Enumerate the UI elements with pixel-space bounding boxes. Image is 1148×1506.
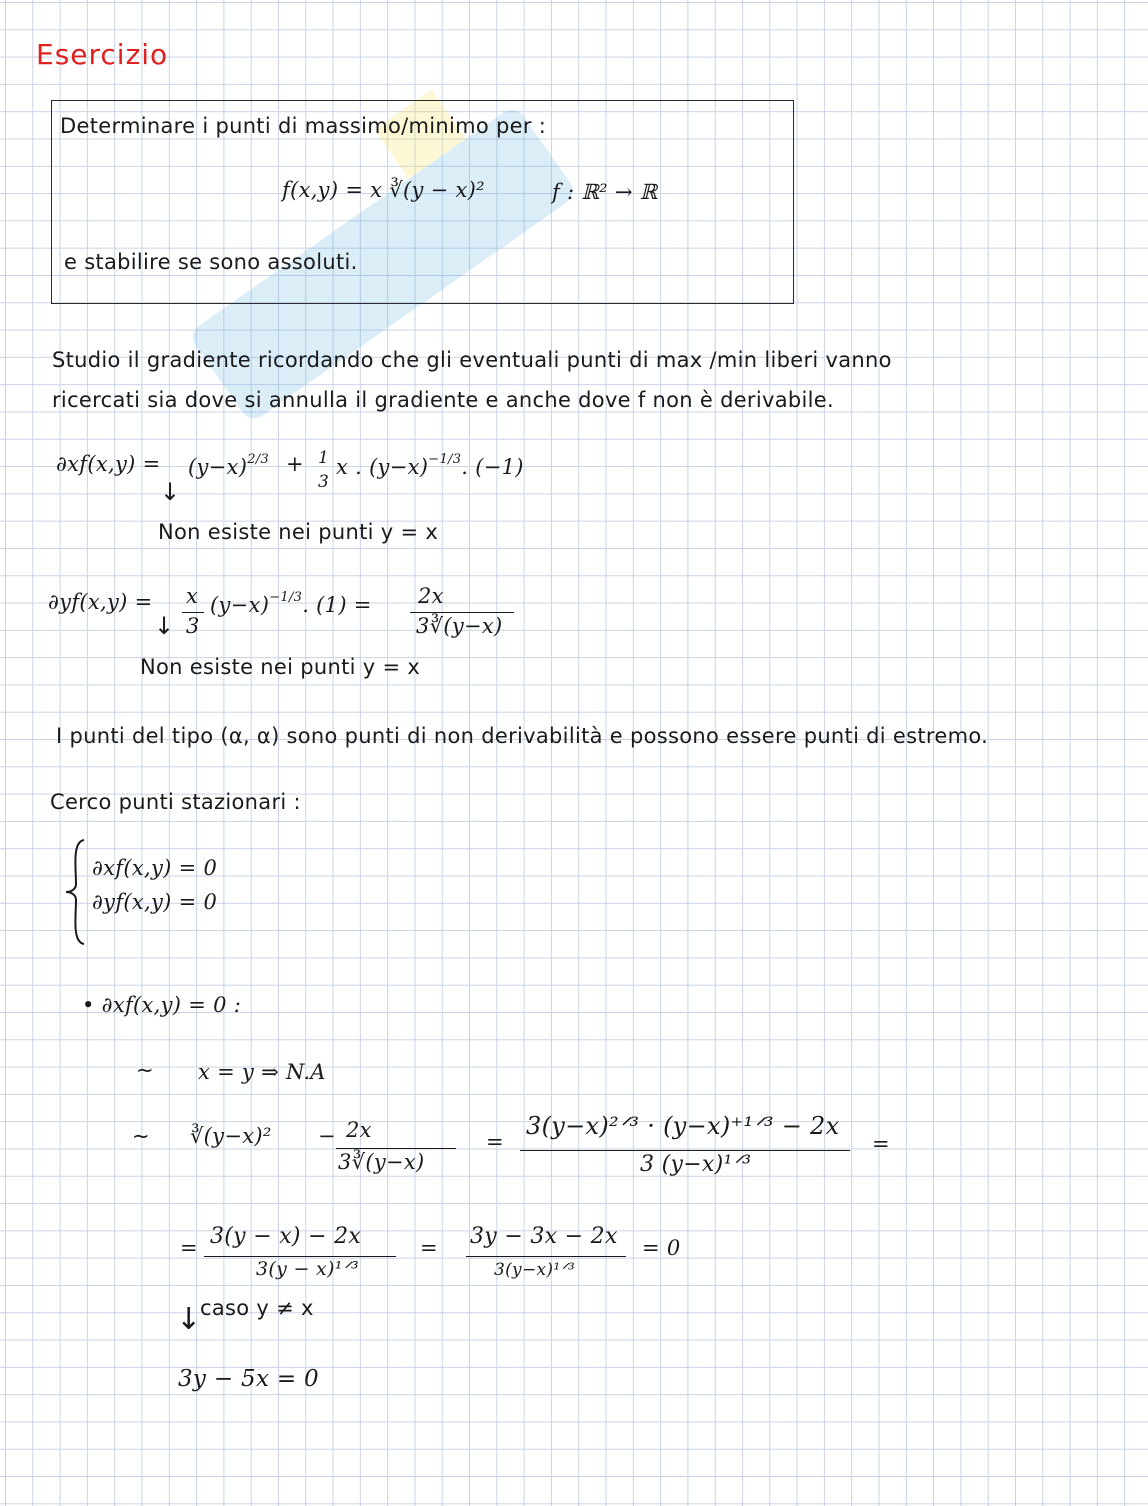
dx-lhs: ∂xf(x,y) =: [56, 452, 161, 476]
paragraph-line-1: Studio il gradiente ricordando che gli eventuali punti di max /min liberi vanno: [52, 348, 892, 372]
step-case: caso y ≠ x: [200, 1296, 314, 1320]
exercise-tail: e stabilire se sono assoluti.: [64, 250, 358, 274]
case1-text: x = y ⇒ N.A: [198, 1060, 326, 1084]
dx-frac-den: 3: [318, 472, 330, 492]
case2-eq: =: [486, 1130, 504, 1154]
dy-result-num: 2x: [418, 584, 444, 608]
step-b-den: 3(y−x)¹ᐟ³: [494, 1260, 576, 1280]
down-arrow-icon: ↓: [154, 612, 175, 640]
step-a-den: 3(y − x)¹ᐟ³: [256, 1258, 359, 1280]
step-a-num: 3(y − x) − 2x: [210, 1224, 362, 1249]
dy-lhs: ∂yf(x,y) =: [48, 590, 153, 614]
dx-term2: x . $(y-x)^{-1/3}$. (−1): [336, 452, 524, 479]
dy-note: Non esiste nei punti y = x: [140, 655, 421, 679]
dx-frac-num: 1: [318, 448, 330, 468]
step-a-bar: [204, 1256, 396, 1257]
step-eq2: =: [420, 1236, 438, 1260]
system-eq-1: ∂xf(x,y) = 0: [92, 856, 218, 880]
statement: I punti del tipo (α, α) sono punti di non derivabilità e possono essere punti di estremo.: [56, 724, 989, 748]
dy-result-den: 3∛(y−x): [416, 614, 503, 638]
case1-tilde: ∼: [136, 1058, 154, 1082]
function-definition: f(x,y) = x ∛(y − x)²: [282, 178, 485, 202]
case2-c-bar: [520, 1150, 850, 1151]
case2-tilde: ∼: [132, 1124, 150, 1148]
system-brace: [64, 838, 88, 946]
dy-frac-num: x: [186, 584, 199, 608]
case2-b-den: 3∛(y−x): [338, 1150, 425, 1174]
function-domain: f : ℝ² → ℝ: [552, 180, 658, 204]
dx-term1: $(y-x)^{2/3}$: [188, 452, 270, 479]
step-b-bar: [466, 1256, 626, 1257]
case2-c-den: 3 (y−x)¹ᐟ³: [640, 1152, 752, 1177]
case2-b-num: 2x: [346, 1118, 372, 1142]
dx-plus: +: [286, 452, 304, 476]
case2-minus: −: [318, 1124, 336, 1148]
case2-c-num: 3(y−x)²ᐟ³ · (y−x)⁺¹ᐟ³ − 2x: [526, 1112, 840, 1140]
system-eq-2: ∂yf(x,y) = 0: [92, 890, 218, 914]
stationary-heading: Cerco punti stazionari :: [50, 790, 301, 814]
page-title: Esercizio: [36, 38, 169, 71]
dy-mid: $(y-x)^{-1/3}$. (1) =: [210, 590, 372, 617]
step-result: 3y − 5x = 0: [178, 1366, 319, 1392]
dy-result-bar: [410, 612, 514, 613]
dy-frac-den: 3: [186, 614, 200, 638]
step-eq: =: [180, 1236, 198, 1260]
down-arrow-icon: ↓: [176, 1302, 202, 1337]
exercise-prompt: Determinare i punti di massimo/minimo per :: [60, 114, 547, 138]
step-zero: = 0: [642, 1236, 681, 1260]
dx-note: Non esiste nei punti y = x: [158, 520, 439, 544]
case2-b-bar: [336, 1148, 456, 1149]
down-arrow-icon: ↓: [160, 478, 181, 506]
step-b-num: 3y − 3x − 2x: [470, 1224, 618, 1249]
bullet-condition: • ∂xf(x,y) = 0 :: [82, 993, 242, 1017]
case2-a: ∛(y−x)²: [190, 1124, 272, 1148]
paragraph-line-2: ricercati sia dove si annulla il gradiente e anche dove f non è derivabile.: [52, 388, 834, 412]
case2-eq2: =: [872, 1132, 890, 1156]
dy-frac-bar: [182, 612, 204, 613]
